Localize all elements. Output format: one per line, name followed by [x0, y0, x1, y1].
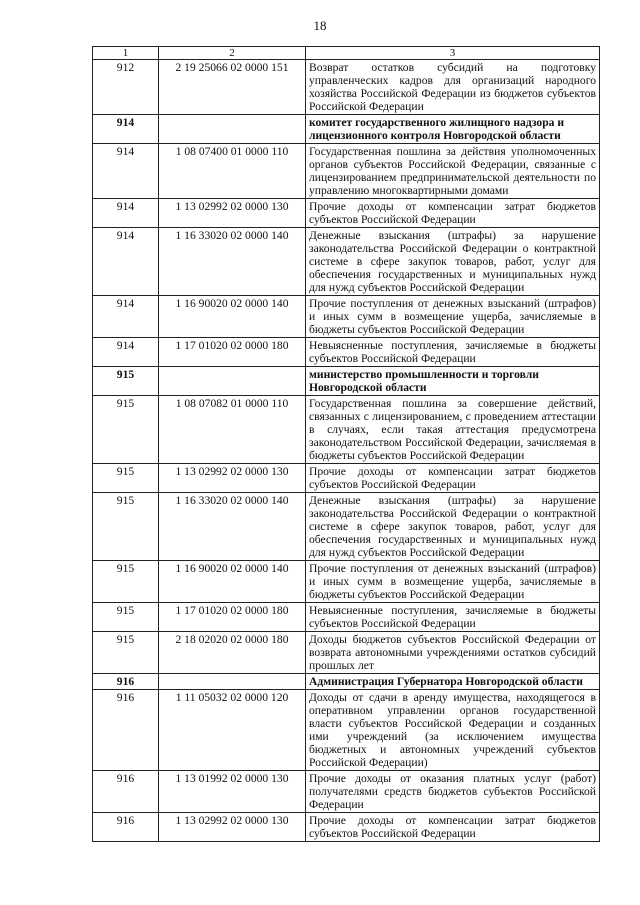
admin-code-cell: 914: [93, 199, 159, 228]
budget-classification-code-cell: 1 16 90020 02 0000 140: [159, 296, 306, 338]
admin-code-cell: 912: [93, 60, 159, 115]
budget-classification-code-cell: 1 13 02992 02 0000 130: [159, 813, 306, 842]
admin-code-cell: 914: [93, 338, 159, 367]
table-row: [93, 561, 600, 603]
table-row: [93, 771, 600, 813]
budget-classification-code-cell: 1 11 05032 02 0000 120: [159, 690, 306, 771]
income-name-cell: Денежные взыскания (штрафы) за нарушение законодательства Российской Федерации о контрактной системе в сфере закупок товаров, работ, услуг для обеспечения государственных и муниципальных нужд для нужд субъектов Российской Федерации: [306, 228, 600, 296]
income-name-cell: Прочие доходы от оказания платных услуг (работ) получателями средств бюджетов субъектов Российской Федерации: [306, 771, 600, 813]
section-header-row: [93, 367, 600, 396]
budget-classification-code-cell: 1 13 01992 02 0000 130: [159, 771, 306, 813]
table-row: [93, 144, 600, 199]
table-row: [93, 690, 600, 771]
table-row: [93, 60, 600, 115]
admin-code-cell: 914: [93, 144, 159, 199]
income-name-cell: министерство промышленности и торговли Новгородской области: [306, 367, 600, 396]
income-name-cell: Администрация Губернатора Новгородской области: [306, 674, 600, 690]
income-name-cell: Прочие доходы от компенсации затрат бюджетов субъектов Российской Федерации: [306, 813, 600, 842]
budget-classification-code-cell: 2 19 25066 02 0000 151: [159, 60, 306, 115]
admin-code-cell: 915: [93, 367, 159, 396]
budget-classification-code-cell: 1 13 02992 02 0000 130: [159, 464, 306, 493]
budget-classification-code-cell: 1 17 01020 02 0000 180: [159, 603, 306, 632]
income-name-cell: Невыясненные поступления, зачисляемые в бюджеты субъектов Российской Федерации: [306, 338, 600, 367]
income-name-cell: Денежные взыскания (штрафы) за нарушение законодательства Российской Федерации о контрактной системе в сфере закупок товаров, работ, услуг для обеспечения государственных и муниципальных нужд для нужд субъектов Российской Федерации: [306, 493, 600, 561]
income-name-cell: Доходы от сдачи в аренду имущества, находящегося в оперативном управлении органов государственной власти субъектов Российской Федерации и созданных ими учреждений (за исключением имущества бюджетных и автономных учреждений субъектов Российской Федерации): [306, 690, 600, 771]
admin-code-cell: 916: [93, 690, 159, 771]
admin-code-cell: 915: [93, 493, 159, 561]
income-name-cell: Возврат остатков субсидий на подготовку управленческих кадров для организаций народного хозяйства Российской Федерации из бюджетов субъектов Российской Федерации: [306, 60, 600, 115]
table-row: [93, 813, 600, 842]
budget-classification-code-cell: 1 16 90020 02 0000 140: [159, 561, 306, 603]
income-name-cell: комитет государственного жилищного надзора и лицензионного контроля Новгородской области: [306, 115, 600, 144]
income-name-cell: Невыясненные поступления, зачисляемые в бюджеты субъектов Российской Федерации: [306, 603, 600, 632]
admin-code-cell: 914: [93, 228, 159, 296]
admin-code-cell: 916: [93, 813, 159, 842]
section-header-row: [93, 115, 600, 144]
budget-classification-code-cell: [159, 367, 306, 396]
budget-classification-code-cell: 2 18 02020 02 0000 180: [159, 632, 306, 674]
table-row: [93, 199, 600, 228]
admin-code-cell: 914: [93, 115, 159, 144]
budget-classification-code-cell: 1 08 07400 01 0000 110: [159, 144, 306, 199]
section-header-row: [93, 674, 600, 690]
income-name-cell: Государственная пошлина за совершение действий, связанных с лицензированием, с проведением аттестации в случаях, если такая аттестация предусмотрена законодательством Российской Федерации, зачисляемая в бюджеты субъектов Российской Федерации: [306, 396, 600, 464]
income-name-cell: Прочие доходы от компенсации затрат бюджетов субъектов Российской Федерации: [306, 199, 600, 228]
admin-code-cell: 915: [93, 464, 159, 493]
income-name-cell: Государственная пошлина за действия уполномоченных органов субъектов Российской Федерации, связанные с лицензированием предпринимательской деятельности по управлению многоквартирными домами: [306, 144, 600, 199]
table-row: [93, 396, 600, 464]
income-name-cell: Прочие доходы от компенсации затрат бюджетов субъектов Российской Федерации: [306, 464, 600, 493]
column-header-2: 2: [159, 47, 306, 60]
admin-code-cell: 915: [93, 561, 159, 603]
admin-code-cell: 914: [93, 296, 159, 338]
table-row: [93, 296, 600, 338]
table-row: [93, 603, 600, 632]
page-number: 18: [313, 18, 327, 33]
budget-classification-code-cell: 1 16 33020 02 0000 140: [159, 493, 306, 561]
budget-classification-code-cell: 1 13 02992 02 0000 130: [159, 199, 306, 228]
income-name-cell: Доходы бюджетов субъектов Российской Федерации от возврата автономными учреждениями остатков субсидий прошлых лет: [306, 632, 600, 674]
table-row: [93, 228, 600, 296]
column-header-1: 1: [93, 47, 159, 60]
budget-classification-code-cell: [159, 674, 306, 690]
budget-classification-code-cell: 1 16 33020 02 0000 140: [159, 228, 306, 296]
admin-code-cell: 915: [93, 396, 159, 464]
budget-classification-code-cell: [159, 115, 306, 144]
admin-code-cell: 916: [93, 674, 159, 690]
admin-code-cell: 915: [93, 632, 159, 674]
budget-classification-code-cell: 1 08 07082 01 0000 110: [159, 396, 306, 464]
column-header-3: 3: [306, 47, 600, 60]
budget-classification-code-cell: 1 17 01020 02 0000 180: [159, 338, 306, 367]
table-row: [93, 464, 600, 493]
table-header-row: [93, 47, 600, 60]
table-row: [93, 632, 600, 674]
income-codes-table: [92, 46, 600, 842]
table-row: [93, 493, 600, 561]
table-row: [93, 338, 600, 367]
admin-code-cell: 915: [93, 603, 159, 632]
income-name-cell: Прочие поступления от денежных взысканий (штрафов) и иных сумм в возмещение ущерба, зачисляемые в бюджеты субъектов Российской Федерации: [306, 296, 600, 338]
income-name-cell: Прочие поступления от денежных взысканий (штрафов) и иных сумм в возмещение ущерба, зачисляемые в бюджеты субъектов Российской Федерации: [306, 561, 600, 603]
admin-code-cell: 916: [93, 771, 159, 813]
